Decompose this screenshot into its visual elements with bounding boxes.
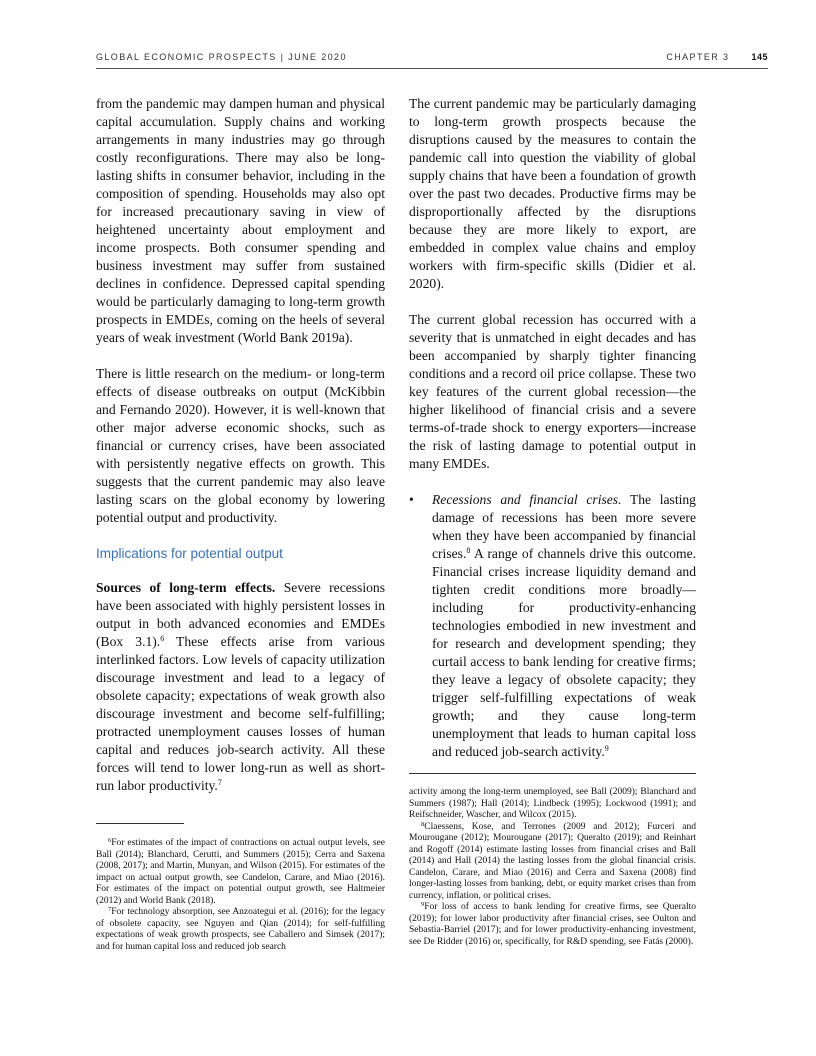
footnote-rule: [409, 773, 696, 774]
bullet-icon: •: [409, 492, 414, 507]
footnote-ref: 9: [604, 744, 609, 753]
right-column: [409, 95, 696, 761]
paragraph: The current pandemic may be particularly damaging to long-term growth prospects because the disruptions caused by the measures to contain the pandemic call into question the viability of global supply chains that have been a foundation of growth over the past two decades. Productive firms may be disproportionally affected by the disruptions because they are more likely to export, are embedded in complex value chains and employ workers with firm-specific skills (Didier et al. 2020).: [409, 96, 696, 291]
bullet-text: Recessions and financial crises. The lasting damage of recessions has been more severe when they have been accompanied by financial crises.$^8$ A range of channels drive this outcome. Financial crises increase liquidity demand and tighten credit conditions more broadly—including for productivity-enhancing technologies embodied in new investment and for research and development spending; they curtail access to bank lending for creative firms; they leave a legacy of obsolete capacity; they trigger self-fulfilling expectations of weak growth; and they cause long-term unemployment that leads to human capital loss and reduced job-search activity.$^9$: [432, 492, 696, 759]
paragraph-lead: Sources of long-term effects.: [96, 580, 276, 595]
bullet-item: [409, 491, 696, 761]
paragraph: from the pandemic may dampen human and physical capital accumulation. Supply chains and working arrangements in many industries may go through costly reconfigurations. There may also be long-lasting shifts in consumer behavior, including in the composition of spending. Households may also opt for increased precautionary saving in view of heightened uncertainty about employment and income prospects. Both consumer spending and business investment may suffer from sustained declines in confidence. Depressed capital spending would be particularly damaging to long-term growth prospects in EMDEs, coming on the heels of several years of weak investment (World Bank 2019a).: [96, 96, 385, 345]
running-header: [96, 52, 768, 66]
footnote: $^9$For loss of access to bank lending for creative firms, see Queralto (2019); for lower labor productivity after financial crises, see Oulton and Sebastia-Barriel (2017); and for lower productivity-enhancing investment, see De Ridder (2016) or, specifically, for R&D spending, see Fatás (2000).: [409, 901, 696, 947]
footnote-ref: 8: [466, 546, 471, 555]
footnote-rule: [96, 823, 184, 824]
footnote: $^6$For estimates of the impact of contractions on actual output levels, see Ball (2014); Blanchard, Cerutti, and Summers (2015); Cerra and Saxena (2008, 2017); and Martin, Munyan, and Wilson (2015). For estimates of the impact on actual output growth, see Candelon, Carare, and Miao (2016). For estimates of the impact on potential output growth, see Haltmeier (2012) and World Bank (2018).: [96, 837, 385, 906]
footnote-ref: 6: [160, 634, 165, 643]
footnote: $^7$For technology absorption, see Anzoategui et al. (2016); for the legacy of obsolete capacity, see Nguyen and Qian (2014); for self-fulfilling expectations of weak growth prospects, see Caballero and Simsek (2017); and for human capital loss and reduced job search: [96, 906, 385, 952]
chapter-label: CHAPTER 3: [666, 52, 730, 62]
footnote-continuation: activity among the long-term unemployed, see Ball (2009); Blanchard and Summers (1987); Hall (2014); Lindbeck (1995); Lockwood (1991); and Reifschneider, Wascher, and Wilcox (2015).: [409, 787, 696, 820]
header-rule: [96, 68, 768, 69]
paragraph: Sources of long-term effects. Severe recessions have been associated with highly persistent losses in output in both advanced economies and EMDEs (Box 3.1).$^6$ These effects arise from various interlinked factors. Low levels of capacity utilization discourage investment and lead to a legacy of obsolete capacity; expectations of weak growth also discourage investment and become self-fulfilling; protracted unemployment causes losses of human capital and reduces job-search activity. All these forces will tend to lower long-run as well as short-run labor productivity.$^7$: [96, 580, 385, 793]
footnote-ref: 7: [217, 778, 222, 787]
bullet-lead: Recessions and financial crises.: [432, 492, 622, 507]
paragraph: There is little research on the medium- or long-term effects of disease outbreaks on output (McKibbin and Fernando 2020). However, it is well-known that other major adverse economic shocks, such as financial or currency crises, have been associated with persistently negative effects on growth. This suggests that the current pandemic may also leave lasting scars on the global economy by lowering potential output and productivity.: [96, 366, 385, 525]
footnotes-left: [96, 838, 385, 953]
publication-title: GLOBAL ECONOMIC PROSPECTS | JUNE 2020: [96, 52, 347, 62]
section-heading: Implications for potential output: [96, 546, 283, 561]
paragraph: The current global recession has occurred with a severity that is unmatched in eight decades and has been accompanied by sharply tighter financing conditions and a record oil price collapse. These two key features of the current global recession—the higher likelihood of financial crisis and a severe terms-of-trade shock to energy exporters—increase the risk of lasting damage to potential output in many EMDEs.: [409, 312, 696, 471]
page-number: 145: [751, 52, 768, 62]
footnote: $^8$Claessens, Kose, and Terrones (2009 and 2012); Furceri and Mourougane (2012); Mourougane (2017); Queralto (2019); and Reinhart and Rogoff (2014) estimate lasting losses from financial crises and Ball (2014) and Hall (2014) the lasting losses from the global financial crisis. Candelon, Carare, and Miao (2016) and Cerra and Saxena (2008) find longer-lasting losses from banking, debt, or equity market crises than from currency, inflation, or political crises.: [409, 820, 696, 901]
footnotes-right: [409, 787, 696, 948]
left-column: [96, 95, 385, 795]
chapter-page: [666, 52, 768, 62]
